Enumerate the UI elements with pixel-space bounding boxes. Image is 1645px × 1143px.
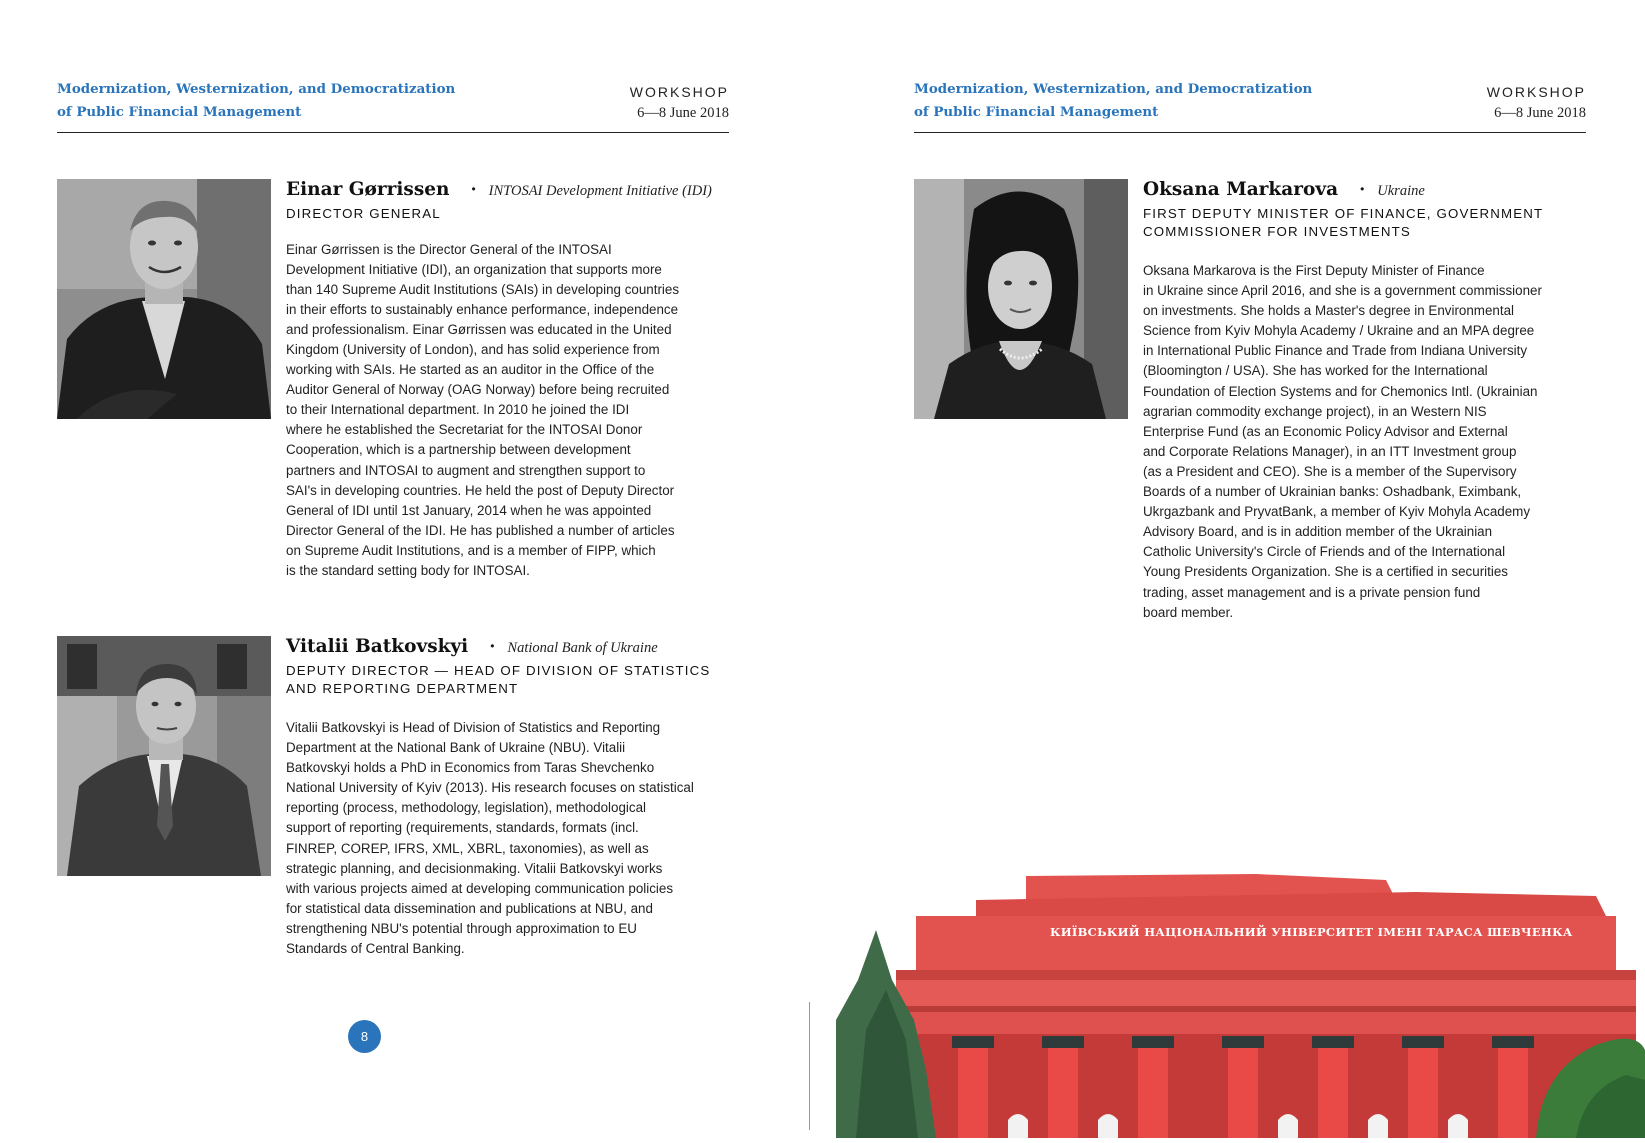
page-header-left (57, 78, 729, 133)
role-line: FIRST DEPUTY MINISTER OF FINANCE, GOVERNMENT (1143, 206, 1544, 221)
bio-line: Department at the National Bank of Ukraine (NBU). Vitalii (286, 740, 626, 756)
bio-line: National University of Kyiv (2013). His research focuses on statistical (286, 780, 694, 796)
speaker-photo-gorrissen (57, 179, 271, 419)
bio-line: in Ukraine since April 2016, and she is a government commissioner (1143, 283, 1542, 299)
bio-line: Kingdom (University of London), and has solid experience from (286, 341, 660, 357)
workshop-date: 6—8 June 2018 (637, 105, 729, 121)
workshop-title (57, 78, 455, 124)
speaker-role (1143, 205, 1593, 240)
workshop-meta (630, 82, 729, 124)
bio-line: to their International department. In 2010 he joined the IDI (286, 402, 630, 418)
speaker-photo-batkovskyi (57, 636, 271, 876)
speaker-role (286, 205, 736, 223)
bio-line: SAI's in developing countries. He held the post of Deputy Director (286, 482, 675, 498)
title-line-1: Modernization, Westernization, and Democratization (57, 81, 456, 97)
bio-line: board member. (1143, 604, 1234, 620)
speaker-bio (1143, 261, 1593, 623)
speaker-organization: National Bank of Ukraine (507, 640, 658, 656)
title-line-1: Modernization, Westernization, and Democratization (914, 81, 1313, 97)
workshop-date: 6—8 June 2018 (1494, 105, 1586, 121)
role-line: DEPUTY DIRECTOR — HEAD OF DIVISION OF STATISTICS (286, 663, 711, 678)
speaker-name-line (286, 179, 736, 205)
bio-line: and Corporate Relations Manager), in an ITT Investment group (1143, 443, 1517, 459)
speaker-bio (286, 240, 736, 582)
speaker-name: Einar Gørrissen (286, 179, 450, 200)
speaker-name: Oksana Markarova (1143, 179, 1339, 200)
speaker-role (286, 662, 736, 697)
bio-line: strengthening NBU's potential through approximation to EU (286, 920, 637, 936)
bio-line: FINREP, COREP, IFRS, XML, XBRL, taxonomies), as well as (286, 840, 649, 856)
bio-line: working with SAIs. He started as an auditor in the Office of the (286, 362, 655, 378)
university-building-image (836, 870, 1645, 1138)
page-header-right (914, 78, 1586, 133)
speaker-name-line (1143, 179, 1593, 205)
speaker-name: Vitalii Batkovskyi (286, 636, 469, 657)
bio-line: Einar Gørrissen is the Director General of the INTOSAI (286, 241, 612, 257)
bio-line: partners and INTOSAI to augment and strengthen support to (286, 462, 646, 478)
bio-line: Catholic University's Circle of Friends and of the International (1143, 544, 1506, 560)
bio-line: in their efforts to sustainably enhance performance, independence (286, 301, 679, 317)
bio-line: Development Initiative (IDI), an organization that supports more (286, 261, 662, 277)
separator-bullet: • (1360, 182, 1365, 196)
left-page (0, 0, 810, 1138)
bio-line: Director General of the IDI. He has published a number of articles (286, 522, 675, 538)
bio-line: Oksana Markarova is the First Deputy Minister of Finance (1143, 263, 1485, 278)
title-line-2: of Public Financial Management (57, 104, 302, 120)
role-line: DIRECTOR GENERAL (286, 206, 441, 221)
bio-line: on Supreme Audit Institutions, and is a member of FIPP, which (286, 542, 656, 558)
bio-line: strategic planning, and decisionmaking. Vitalii Batkovskyi works (286, 860, 663, 876)
speaker-name-line (286, 636, 736, 662)
bio-line: support of reporting (requirements, standards, formats (incl. (286, 820, 639, 836)
bio-line: Advisory Board, and is in addition member of the Ukrainian (1143, 524, 1493, 540)
role-line: AND REPORTING DEPARTMENT (286, 680, 519, 696)
bio-line: agrarian commodity exchange project), in an Western NIS (1143, 403, 1487, 419)
building-sign: КИЇВСЬКИЙ НАЦІОНАЛЬНИЙ УНІВЕРСИТЕТ ІМЕНІ ТАРАСА ШЕВЧЕНКА (1050, 925, 1573, 939)
bio-line: trading, asset management and is a private pension fund (1143, 584, 1481, 600)
bio-line: Batkovskyi holds a PhD in Economics from Taras Shevchenko (286, 760, 655, 776)
bio-line: is the standard setting body for INTOSAI. (286, 563, 530, 578)
bio-line: General of IDI until 1st January, 2014 when he was appointed (286, 502, 652, 518)
separator-bullet: • (490, 639, 495, 653)
workshop-label: WORKSHOP (629, 84, 729, 100)
speaker-info-gorrissen (286, 179, 736, 581)
bio-line: (Bloomington / USA). She has worked for the International (1143, 363, 1488, 379)
bio-line: where he established the Secretariat for the INTOSAI Donor (286, 422, 643, 438)
bio-line: (as a President and CEO). She is a member of the Supervisory (1143, 463, 1517, 479)
bio-line: for statistical data dissemination and publications at NBU, and (286, 900, 653, 916)
page-number: 8 (348, 1020, 381, 1053)
bio-line: than 140 Supreme Audit Institutions (SAIs) in developing countries (286, 281, 680, 297)
bio-line: Auditor General of Norway (OAG Norway) before being recruited (286, 382, 670, 398)
speaker-photo-markarova (914, 179, 1128, 419)
bio-line: with various projects aimed at developing communication policies (286, 880, 674, 896)
page-gutter-line (809, 1002, 810, 1130)
bio-line: Young Presidents Organization. She is a certified in securities (1143, 564, 1508, 580)
bio-line: on investments. She holds a Master's degree in Environmental (1143, 303, 1514, 319)
bio-line: in International Public Finance and Trade from Indiana University (1143, 343, 1528, 359)
speaker-organization: Ukraine (1377, 183, 1425, 199)
separator-bullet: • (471, 182, 476, 196)
speaker-info-markarova (1143, 179, 1593, 623)
bio-line: Standards of Central Banking. (286, 941, 465, 957)
bio-line: Cooperation, which is a partnership between development (286, 442, 631, 458)
workshop-label: WORKSHOP (1486, 84, 1586, 100)
workshop-title (914, 78, 1312, 124)
bio-line: Ukrgazbank and PryvatBank, a member of Kyiv Mohyla Academy (1143, 504, 1531, 520)
bio-line: Enterprise Fund (as an Economic Policy Advisor and External (1143, 423, 1508, 439)
workshop-meta (1487, 82, 1586, 124)
speaker-info-batkovskyi (286, 636, 736, 959)
title-line-2: of Public Financial Management (914, 104, 1159, 120)
bio-line: Foundation of Election Systems and for Chemonics Intl. (Ukrainian (1143, 383, 1538, 399)
bio-line: reporting (process, methodology, legislation), methodological (286, 800, 647, 816)
bio-line: Science from Kyiv Mohyla Academy / Ukraine and an MPA degree (1143, 323, 1535, 339)
bio-line: Vitalii Batkovskyi is Head of Division of Statistics and Reporting (286, 720, 661, 735)
speaker-bio (286, 718, 736, 959)
role-line: COMMISSIONER FOR INVESTMENTS (1143, 223, 1411, 239)
speaker-organization: INTOSAI Development Initiative (IDI) (488, 183, 712, 199)
bio-line: Boards of a number of Ukrainian banks: Oshadbank, Eximbank, (1143, 484, 1522, 500)
bio-line: and professionalism. Einar Gørrissen was educated in the United (286, 321, 672, 337)
